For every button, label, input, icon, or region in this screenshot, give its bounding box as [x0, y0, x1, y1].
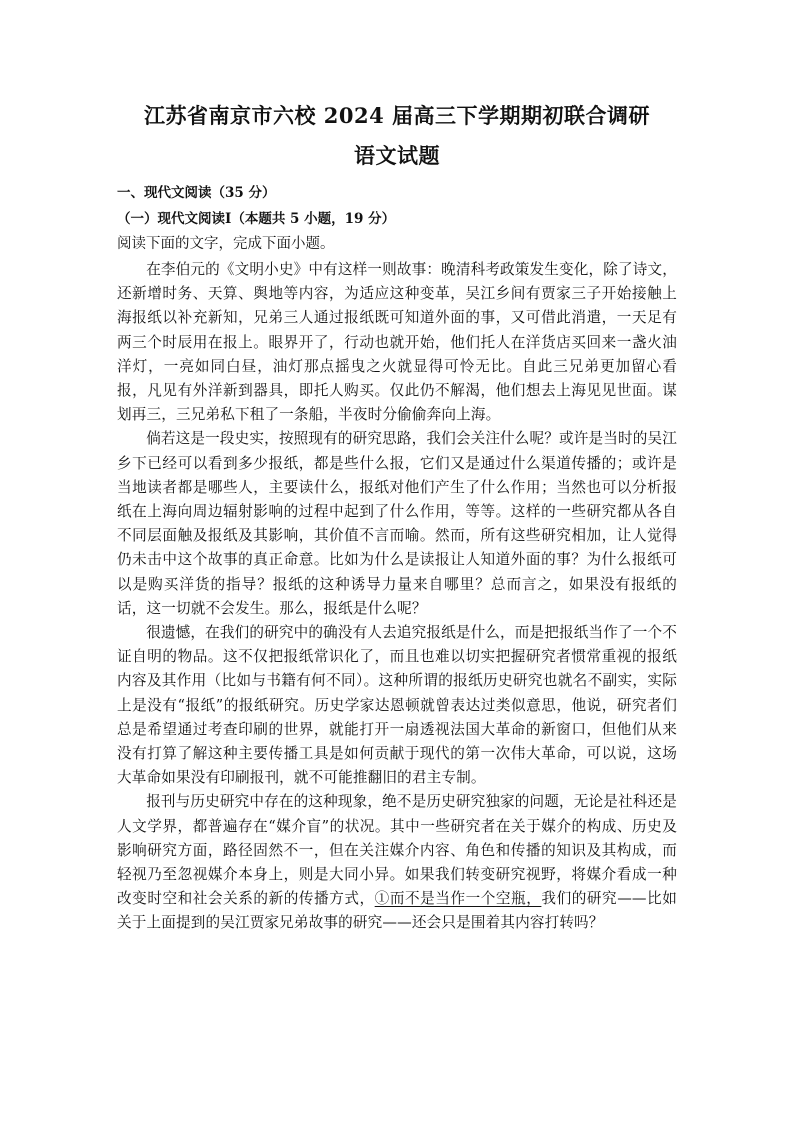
paragraph-4-text: 报刊与历史研究中存在的这种现象，绝不是历史研究独家的问题，无论是社科还是人文学界，都普遍存在“媒介盲”的状况。其中一些研究者在关于媒介的构成、历史及影响研究方面，路径固然不一，但在关注媒介内容、角色和传播的知识及其构成，而轻视乃至忽视媒介本身上，则是大同小异。如果我们转变研究视野，将媒介看成一种改变时空和社会关系的新的传播方式， — [117, 793, 677, 908]
reading-instruction: 阅读下面的文字，完成下面小题。 — [117, 236, 335, 252]
passage-body — [117, 258, 677, 936]
passage-paragraph-3: 很遗憾，在我们的研究中的确没有人去追究报纸是什么，而是把报纸当作了一个不证自明的物品。这不仅把报纸常识化了，而且也难以切实把握研究者惯常重视的报纸内容及其作用（比如与书籍有何不同）。这种所谓的报纸历史研究也就名不副实，实际上是没有“报纸”的报纸研究。历史学家达恩顿就曾表达过类似意思，他说，研究者们总是希望通过考查印刷的世界，就能打开一扇透视法国大革命的新窗口，但他们从来没有打算了解这种主要传播工具是如何贡献于现代的第一次伟大革命，可以说，这场大革命如果没有印刷报刊，就不可能推翻旧的君主专制。 — [117, 624, 677, 787]
passage-paragraph-2: 倘若这是一段史实，按照现有的研究思路，我们会关注什么呢？或许是当时的吴江乡下已经可以看到多少报纸，都是些什么报，它们又是通过什么渠道传播的；或许是当地读者都是哪些人，主要读什么，报纸对他们产生了什么作用；当然也可以分析报纸在上海向周边辐射影响的过程中起到了什么作用，等等。这样的一些研究都从各自不同层面触及报纸及其影响，其价值不言而喻。然而，所有这些研究相加，让人觉得仍未击中这个故事的真正命意。比如为什么是读报让人知道外面的事？为什么报纸可以是购买洋货的指导？报纸的这种诱导力量来自哪里？总而言之，如果没有报纸的话，这一切就不会发生。那么，报纸是什么呢？ — [117, 430, 677, 617]
exam-subject-title: 语文试题 — [354, 143, 440, 168]
subsection-heading: （一）现代文阅读Ⅰ（本题共 5 小题，19 分） — [117, 211, 396, 227]
paragraph-4-tail: 我们的研究——比如关于上面提到的吴江贾家兄弟故事的研究——还会只是围着其内容打转吗？ — [117, 890, 677, 932]
underlined-marked-phrase: ①而不是当作一个空瓶， — [374, 890, 542, 908]
section-heading: 一、现代文阅读（35 分） — [117, 185, 276, 201]
exam-title: 江苏省南京市六校 2024 届高三下学期期初联合调研 — [143, 103, 651, 128]
passage-paragraph-1: 在李伯元的《文明小史》中有这样一则故事：晚清科考政策发生变化，除了诗文，还新增时务、天算、舆地等内容，为适应这种变革，吴江乡间有贾家三子开始接触上海报纸以补充新知，兄弟三人通过报纸既可知道外面的事，又可借此消遣，一天足有两三个时辰用在报上。眼界开了，行动也就开始，他们托人在洋货店买回来一盏火油洋灯，一亮如同白昼，油灯那点摇曳之火就显得可怜无比。自此三兄弟更加留心看报，凡见有外洋新到器具，即托人购买。仅此仍不解渴，他们想去上海见见世面。谋划再三，三兄弟私下租了一条船，半夜时分偷偷奔向上海。 — [117, 261, 677, 424]
passage-paragraph-4 — [117, 790, 677, 935]
